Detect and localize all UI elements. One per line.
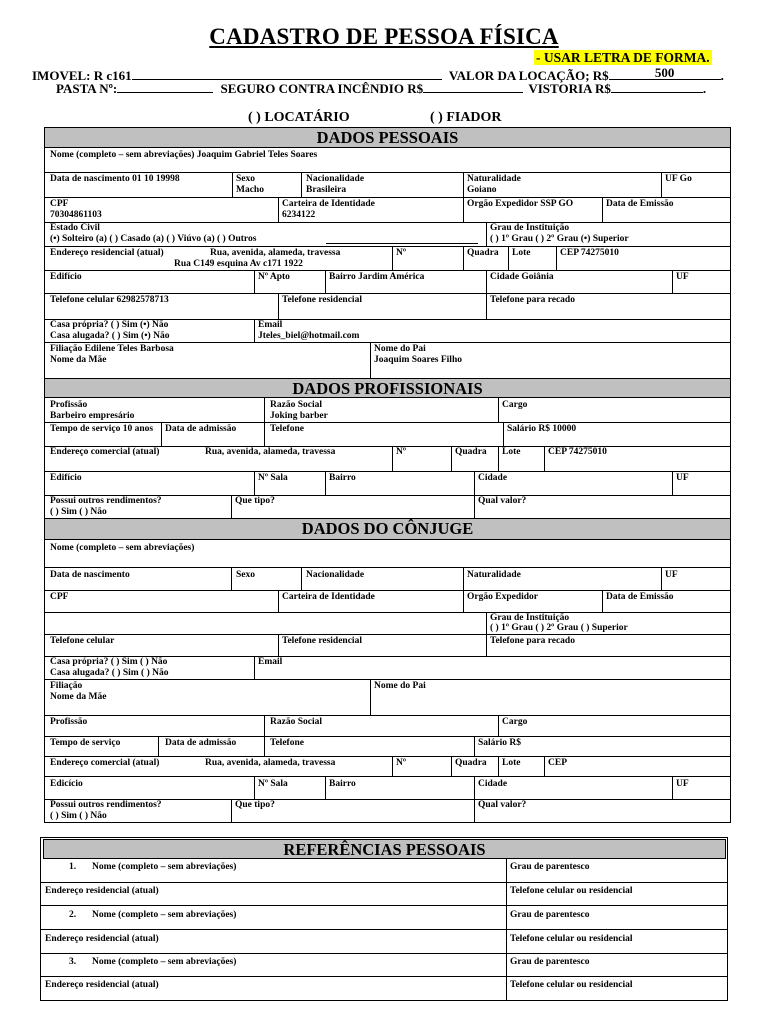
pr-quadra[interactable]: Quadra <box>455 447 487 457</box>
cj-identidade[interactable]: Carteira de Identidade <box>282 592 375 602</box>
pf-uf[interactable]: UF Go <box>665 174 692 184</box>
divider <box>672 471 673 495</box>
cj-nascimento[interactable]: Data de nascimento <box>50 570 130 580</box>
pf-outros-line[interactable] <box>326 243 478 244</box>
pf-endereco-hint: Rua, avenida, alameda, travessa <box>210 248 341 258</box>
pf-cidade[interactable]: Cidade Goiânia <box>490 272 554 282</box>
divider <box>486 612 487 634</box>
pr-admissao[interactable]: Data de admissão <box>165 424 237 434</box>
cj-recado[interactable]: Telefone para recado <box>490 636 575 646</box>
divider <box>44 590 731 591</box>
divider <box>44 471 731 472</box>
cj-grau-options[interactable]: ( ) 1º Grau ( ) 2º Grau ( ) Superior <box>490 623 628 633</box>
cj-admissao[interactable]: Data de admissão <box>165 738 237 748</box>
cj-cargo[interactable]: Cargo <box>502 717 528 727</box>
divider <box>40 882 728 883</box>
divider <box>463 567 464 590</box>
ref1-telefone[interactable]: Telefone celular ou residencial <box>510 886 633 896</box>
divider <box>486 634 487 656</box>
divider <box>370 679 371 715</box>
form-box <box>44 127 731 823</box>
pf-estado-civil-label: Estado Civil <box>50 223 100 233</box>
pr-rend-options[interactable]: ( ) Sim ( ) Não <box>50 507 107 517</box>
divider <box>40 929 728 930</box>
valor-label: VALOR DA LOCAÇÃO; R$ <box>448 68 609 83</box>
divider <box>498 446 499 471</box>
pf-endereco-value[interactable]: Rua C149 esquina Av c171 1922 <box>174 259 303 269</box>
divider <box>254 656 255 679</box>
divider <box>44 715 731 716</box>
header-row-2: PASTA Nº: SEGURO CONTRA INCÊNDIO R$ VISTORIA R$ . <box>56 81 707 96</box>
cj-uf2[interactable]: UF <box>676 779 689 789</box>
cj-emissao[interactable]: Data de Emissão <box>606 592 674 602</box>
cj-celular[interactable]: Telefone celular <box>50 636 115 646</box>
divider <box>544 446 545 471</box>
header-row-1: IMOVEL: R c161 VALOR DA LOCAÇÃO; R$ 500 . <box>32 65 724 83</box>
divider <box>301 172 302 197</box>
divider <box>503 422 504 446</box>
divider <box>463 590 464 612</box>
pf-pai-value[interactable]: Joaquim Soares Filho <box>374 355 462 365</box>
divider <box>498 398 499 422</box>
pr-bairro[interactable]: Bairro <box>329 473 356 483</box>
divider <box>392 446 393 471</box>
cj-quadra[interactable]: Quadra <box>455 758 487 768</box>
pasta-field[interactable] <box>117 81 213 93</box>
pf-cep[interactable]: CEP 74275010 <box>560 248 619 258</box>
ref2-grau[interactable]: Grau de parentesco <box>510 910 590 920</box>
divider <box>325 471 326 495</box>
divider <box>661 172 662 197</box>
pf-grau-options[interactable]: ( ) 1º Grau ( ) 2º Grau (•) Superior <box>490 234 629 244</box>
pr-rendimentos: Possui outros rendimentos? <box>50 496 162 506</box>
divider <box>44 679 731 680</box>
divider <box>44 736 731 737</box>
divider <box>392 756 393 776</box>
divider <box>278 293 279 319</box>
divider <box>463 246 464 270</box>
divider <box>40 976 728 977</box>
divider <box>264 736 265 756</box>
cj-profissao[interactable]: Profissão <box>50 717 88 727</box>
divider <box>264 398 265 422</box>
pf-nome[interactable]: Nome (completo – sem abreviações) Joaquim Gabriel Teles Soares <box>50 150 318 160</box>
cj-rend-options[interactable]: ( ) Sim ( ) Não <box>50 811 107 821</box>
divider <box>264 715 265 736</box>
pr-cargo[interactable]: Cargo <box>502 400 528 410</box>
cj-email[interactable]: Email <box>258 657 283 667</box>
cj-endereco-label: Endereço comercial (atual) <box>50 758 160 768</box>
pf-endereco-label: Endereço residencial (atual) <box>50 248 164 258</box>
divider <box>325 776 326 799</box>
divider <box>602 197 603 222</box>
cj-sexo[interactable]: Sexo <box>236 570 255 580</box>
pf-identidade-label: Carteira de Identidade <box>282 199 375 209</box>
cj-nacionalidade[interactable]: Nacionalidade <box>306 570 365 580</box>
cj-telefone[interactable]: Telefone <box>270 738 304 748</box>
pf-emissao[interactable]: Data de Emissão <box>606 199 674 209</box>
section-dados-pessoais: DADOS PESSOAIS <box>44 127 731 148</box>
divider <box>278 634 279 656</box>
cj-razao[interactable]: Razão Social <box>270 717 322 727</box>
ref1-grau[interactable]: Grau de parentesco <box>510 862 590 872</box>
pf-naturalidade-label: Naturalidade <box>467 174 521 184</box>
divider <box>44 270 731 271</box>
divider <box>44 172 731 173</box>
divider <box>40 953 728 954</box>
divider <box>231 799 232 823</box>
pf-filiacao[interactable]: Filiação Edilene Teles Barbosa <box>50 344 174 354</box>
pr-telefone[interactable]: Telefone <box>270 424 304 434</box>
pf-email-value[interactable]: Jteles_biel@hotmail.com <box>258 331 360 341</box>
ref1-num: 1. <box>69 862 77 872</box>
ref3-num: 3. <box>69 957 77 967</box>
divider <box>498 715 499 736</box>
divider <box>44 756 731 757</box>
pf-cpf-label: CPF <box>50 199 69 209</box>
pf-uf2[interactable]: UF <box>676 272 689 282</box>
divider <box>254 270 255 293</box>
cj-lote[interactable]: Lote <box>502 758 521 768</box>
pf-sexo-value[interactable]: Macho <box>236 185 264 195</box>
vistoria-label: VISTORIA R$ <box>528 81 611 96</box>
divider <box>506 859 507 1001</box>
cj-casa-propria[interactable]: Casa própria? ( ) Sim ( ) Não <box>50 657 168 667</box>
cj-valor[interactable]: Qual valor? <box>478 800 527 810</box>
pr-cidade[interactable]: Cidade <box>478 473 508 483</box>
pf-pai-label: Nome do Pai <box>374 344 426 354</box>
divider <box>254 776 255 799</box>
divider <box>672 776 673 799</box>
pr-cep[interactable]: CEP 74275010 <box>548 447 607 457</box>
pf-recado[interactable]: Telefone para recado <box>490 295 575 305</box>
pf-grau-label: Grau de Instituição <box>490 223 570 233</box>
pr-razao-label: Razão Social <box>270 400 322 410</box>
ref3-endereco[interactable]: Endereço residencial (atual) <box>45 980 159 990</box>
pf-edificio[interactable]: Edifício <box>50 272 82 282</box>
cj-endereco-hint: Rua, avenida, alameda, travessa <box>205 758 336 768</box>
cj-tipo[interactable]: Que tipo? <box>235 800 275 810</box>
seguro-label: SEGURO CONTRA INCÊNDIO R$ <box>220 81 424 96</box>
divider <box>325 270 326 293</box>
divider <box>44 422 731 423</box>
divider <box>44 246 731 247</box>
divider <box>44 197 731 198</box>
cj-numero[interactable]: Nº <box>396 758 406 768</box>
pf-identidade-value[interactable]: 6234122 <box>282 210 316 220</box>
ref3-grau[interactable]: Grau de parentesco <box>510 957 590 967</box>
page-title: CADASTRO DE PESSOA FÍSICA <box>209 24 559 49</box>
valor-value: 500 <box>654 65 675 80</box>
pf-residencial[interactable]: Telefone residencial <box>282 295 362 305</box>
pr-uf[interactable]: UF <box>676 473 689 483</box>
pr-salario[interactable]: Salário R$ 10000 <box>507 424 577 434</box>
divider <box>451 756 452 776</box>
pf-casa-propria[interactable]: Casa própria? ( ) Sim (•) Não <box>50 320 169 330</box>
divider <box>544 756 545 776</box>
divider <box>44 567 731 568</box>
divider <box>463 197 464 222</box>
pr-endereco-hint: Rua, avenida, alameda, travessa <box>205 447 336 457</box>
cj-bairro[interactable]: Bairro <box>329 779 356 789</box>
divider <box>278 590 279 612</box>
pf-email-label: Email <box>258 320 283 330</box>
pasta-label: PASTA Nº: <box>56 81 118 96</box>
pf-apto[interactable]: Nº Apto <box>258 272 290 282</box>
pf-orgao[interactable]: Orgão Expedidor SSP GO <box>467 199 574 209</box>
cj-orgao[interactable]: Orgão Expedidor <box>467 592 538 602</box>
valor-field[interactable] <box>609 65 721 80</box>
divider <box>231 495 232 518</box>
pf-sexo-label: Sexo <box>236 174 255 184</box>
divider <box>661 567 662 590</box>
role-fiador[interactable]: ( ) FIADOR <box>430 110 502 125</box>
divider <box>44 612 731 613</box>
pr-sala[interactable]: Nº Sala <box>258 473 288 483</box>
cj-tempo[interactable]: Tempo de serviço <box>50 738 121 748</box>
pr-profissao-label: Profissão <box>50 400 88 410</box>
cj-cpf[interactable]: CPF <box>50 592 69 602</box>
cj-casa-alugada[interactable]: Casa alugada? ( ) Sim ( ) Não <box>50 668 169 678</box>
section-referencias: REFERÊNCIAS PESSOAIS <box>43 839 726 859</box>
ref2-endereco[interactable]: Endereço residencial (atual) <box>45 934 159 944</box>
pf-cpf-value[interactable]: 70304861103 <box>50 210 102 220</box>
ref2-telefone[interactable]: Telefone celular ou residencial <box>510 934 633 944</box>
divider <box>158 736 159 756</box>
divider <box>556 246 557 270</box>
divider <box>44 776 731 777</box>
divider <box>474 471 475 495</box>
divider <box>278 197 279 222</box>
divider <box>486 222 487 246</box>
divider <box>451 446 452 471</box>
cj-uf[interactable]: UF <box>665 570 678 580</box>
role-locatario[interactable]: ( ) LOCATÁRIO <box>248 110 350 125</box>
pf-numero[interactable]: Nº <box>396 248 406 258</box>
pf-nacionalidade-value[interactable]: Brasileira <box>306 185 347 195</box>
divider <box>498 756 499 776</box>
pf-lote[interactable]: Lote <box>512 248 531 258</box>
pr-profissao-value[interactable]: Barbeiro empresário <box>50 411 135 421</box>
divider <box>370 342 371 378</box>
pr-endereco-label: Endereço comercial (atual) <box>50 447 160 457</box>
pf-nacionalidade-label: Nacionalidade <box>306 174 365 184</box>
divider <box>392 246 393 270</box>
cj-edificio[interactable]: Edicício <box>50 779 83 789</box>
pf-celular[interactable]: Telefone celular 62982578713 <box>50 295 169 305</box>
divider <box>264 422 265 446</box>
pf-naturalidade-value[interactable]: Goiano <box>467 185 497 195</box>
ref1-endereco[interactable]: Endereço residencial (atual) <box>45 886 159 896</box>
section-dados-profissionais: DADOS PROFISSIONAIS <box>44 378 731 398</box>
pr-edificio[interactable]: Edifício <box>50 473 82 483</box>
divider <box>44 342 731 343</box>
cj-grau-label: Grau de Instituição <box>490 613 570 623</box>
imovel-label: IMOVEL: R c161 <box>32 68 132 83</box>
cj-mae: Nome da Mãe <box>50 692 107 702</box>
pf-nascimento[interactable]: Data de nascimento 01 10 19998 <box>50 174 180 184</box>
divider <box>474 799 475 823</box>
divider <box>231 567 232 590</box>
cj-cep[interactable]: CEP <box>548 758 567 768</box>
seguro-field[interactable] <box>423 81 523 93</box>
divider <box>44 222 731 223</box>
ref1-nome[interactable]: Nome (completo – sem abreviações) <box>92 862 237 872</box>
cj-sala[interactable]: Nº Sala <box>258 779 288 789</box>
cj-pai[interactable]: Nome do Pai <box>374 681 426 691</box>
pf-bairro[interactable]: Bairro Jardim América <box>329 272 425 282</box>
cj-filiacao[interactable]: Filiação <box>50 681 83 691</box>
pf-mae: Nome da Mãe <box>50 355 107 365</box>
imovel-field[interactable] <box>132 68 442 80</box>
divider <box>486 293 487 319</box>
cj-residencial[interactable]: Telefone residencial <box>282 636 362 646</box>
divider <box>232 172 233 197</box>
pr-valor[interactable]: Qual valor? <box>478 496 527 506</box>
divider <box>508 246 509 270</box>
ref2-nome[interactable]: Nome (completo – sem abreviações) <box>92 910 237 920</box>
cj-nome[interactable]: Nome (completo – sem abreviações) <box>50 543 195 553</box>
pr-tempo[interactable]: Tempo de serviço 10 anos <box>50 424 154 434</box>
divider <box>44 634 731 635</box>
divider <box>602 590 603 612</box>
pr-lote[interactable]: Lote <box>502 447 521 457</box>
ref3-nome[interactable]: Nome (completo – sem abreviações) <box>92 957 237 967</box>
cj-cidade[interactable]: Cidade <box>478 779 508 789</box>
divider <box>301 567 302 590</box>
cj-rendimentos: Possui outros rendimentos? <box>50 800 162 810</box>
pf-casa-alugada[interactable]: Casa alugada? ( ) Sim (•) Não <box>50 331 170 341</box>
divider <box>672 270 673 293</box>
divider <box>463 172 464 197</box>
divider <box>474 495 475 518</box>
ref3-telefone[interactable]: Telefone celular ou residencial <box>510 980 633 990</box>
vistoria-field[interactable] <box>611 81 703 93</box>
divider <box>44 293 731 294</box>
pf-quadra[interactable]: Quadra <box>467 248 499 258</box>
print-notice: - USAR LETRA DE FORMA. <box>536 50 710 65</box>
divider <box>474 736 475 756</box>
section-dados-conjuge: DADOS DO CÔNJUGE <box>44 518 731 540</box>
divider <box>254 471 255 495</box>
cj-naturalidade[interactable]: Naturalidade <box>467 570 521 580</box>
cj-salario[interactable]: Salário R$ <box>478 738 522 748</box>
pr-numero[interactable]: Nº <box>396 447 406 457</box>
divider <box>254 319 255 342</box>
pr-razao-value[interactable]: Joking barber <box>270 411 328 421</box>
divider <box>486 270 487 293</box>
divider <box>40 905 728 906</box>
divider <box>474 776 475 799</box>
divider <box>161 422 162 446</box>
ref2-num: 2. <box>69 910 77 920</box>
pr-tipo[interactable]: Que tipo? <box>235 496 275 506</box>
pf-estado-civil-options[interactable]: (•) Solteiro (a) ( ) Casado (a) ( ) Viúvo (a) ( ) Outros <box>50 234 257 244</box>
